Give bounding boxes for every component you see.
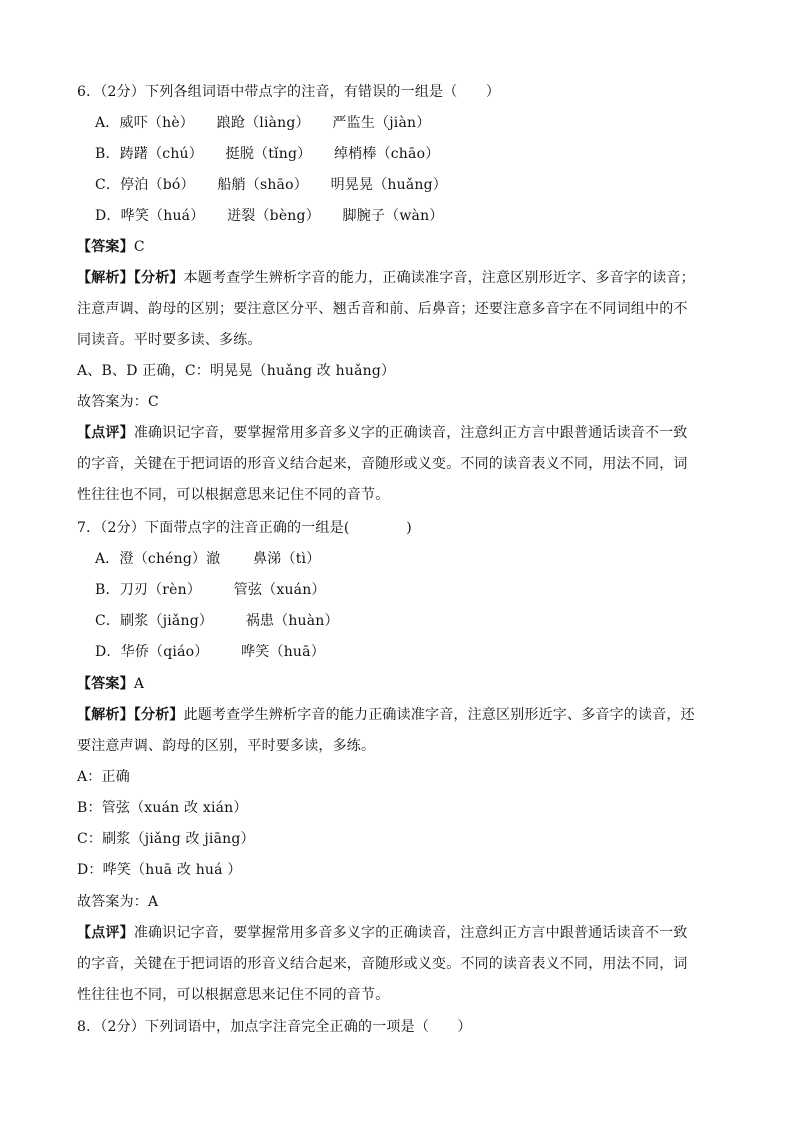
q7-option-d-part1: D．华侨（qiáo） [95,644,209,660]
q6-answer-tag: 【答案】 [77,239,134,255]
q7-detail-b: B：管弦（xuán 改 xián） [77,800,248,816]
q6-option-d[interactable] [95,205,734,227]
q6-option-a-part3: 严监生（jiàn） [332,115,431,131]
q6-option-a[interactable] [95,112,734,134]
q6-option-a-part2: 踉跄（liàng） [216,115,310,131]
q7-analysis-line-2: 要注意声调、韵母的区别，平时要多读，多练。 [77,738,376,754]
q7-comment-tag: 【点评】 [77,925,134,941]
q7-detail-c: C：刷浆（jiǎng 改 jiāng） [77,831,255,847]
q6-option-d-part2: 迸裂（bèng） [227,208,320,224]
q6-option-a-part1: A．威吓（hè） [95,115,195,131]
q6-analysis-text-1: 本题考查学生辨析字音的能力，正确读准字音，注意区别形近字、多音字的读音； [183,270,695,286]
q7-option-a-part2: 鼻涕（tì） [253,551,321,567]
q7-comment-text-1: 准确识记字音，要掌握常用多音多义字的正确读音，注意纠正方言中跟普通话读音不一致 [133,925,688,941]
q7-option-c-part2: 祸患（huàn） [245,613,339,629]
q7-option-b-part1: B．刀刃（rèn） [95,582,202,598]
q7-stem: 7．（2分）下面带点字的注音正确的一组是( ) [77,520,412,536]
q6-stem: 6．（2分）下列各组词语中带点字的注音，有错误的一组是（ ） [77,84,501,100]
q7-analysis-line-1 [77,704,734,726]
q7-analysis-tag: 【解析】【分析】 [77,707,184,723]
q6-option-c-part2: 船艄（shāo） [217,177,308,193]
q6-comment-line-2: 的字音，关键在于把词语的形音义结合起来，音随形或义变。不同的读音表义不同，用法不同，词 [77,456,688,472]
q6-option-b[interactable] [95,143,734,165]
q6-option-b-part3: 绰梢棒（chāo） [333,146,440,162]
q7-option-c-part1: C．刷浆（jiǎng） [95,613,214,629]
q6-analysis-line-3: 同读音。平时要多读、多练。 [77,332,262,348]
q7-detail-d: D：哗笑（huā 改 huá ） [77,862,242,878]
q7-answer [77,673,734,695]
q6-option-b-part1: B．踌躇（chú） [95,146,203,162]
q7-detail-a: A：正确 [77,769,130,785]
q6-answer-value: C [133,239,145,255]
q7-option-d-part2: 哗笑（huā） [241,644,325,660]
q6-detail: A、B、D 正确，C：明晃晃（huǎng 改 huǎng） [77,363,396,379]
q6-analysis-tag: 【解析】【分析】 [77,270,184,286]
q7-option-b-part2: 管弦（xuán） [233,582,326,598]
q7-analysis-text-1: 此题考查学生辨析字音的能力正确读准字音，注意区别形近字、多音字的读音，还 [183,707,695,723]
q7-answer-tag: 【答案】 [77,676,134,692]
q6-comment-tag: 【点评】 [77,425,134,441]
q6-answer [77,236,734,258]
q7-option-a-part1: A．澄（chéng）澈 [95,551,221,567]
q7-option-b[interactable] [95,579,734,601]
q6-option-d-part1: D．哗笑（huá） [95,208,205,224]
q7-answer-value: A [133,676,145,692]
q7-option-a[interactable] [95,548,734,570]
q6-comment-line-1 [77,422,734,444]
q6-option-c-part1: C．停泊（bó） [95,177,195,193]
q7-comment-line-1 [77,922,734,944]
q6-conclusion: 故答案为：C [77,394,159,410]
q6-option-c-part3: 明晃晃（huǎng） [330,177,447,193]
q6-analysis-line-2: 注意声调、韵母的区别；要注意区分平、翘舌音和前、后鼻音；还要注意多音字在不同词组中的不 [77,301,688,317]
q6-option-d-part3: 脚腕子（wàn） [342,208,444,224]
q7-option-d[interactable] [95,641,734,663]
q7-option-c[interactable] [95,610,734,632]
q6-option-b-part2: 挺脱（tǐng） [225,146,312,162]
q6-comment-line-3: 性往往也不同，可以根据意思来记住不同的音节。 [77,487,390,503]
q6-comment-text-1: 准确识记字音，要掌握常用多音多义字的正确读音，注意纠正方言中跟普通话读音不一致 [133,425,688,441]
q7-comment-line-2: 的字音，关键在于把词语的形音义结合起来，音随形或义变。不同的读音表义不同，用法不同，词 [77,956,688,972]
q8-stem: 8．（2分）下列词语中，加点字注音完全正确的一项是（ ） [77,1019,472,1035]
q7-conclusion: 故答案为：A [77,894,159,910]
q7-comment-line-3: 性往往也不同，可以根据意思来记住不同的音节。 [77,987,390,1003]
q6-analysis-line-1 [77,267,734,289]
q6-option-c[interactable] [95,174,734,196]
